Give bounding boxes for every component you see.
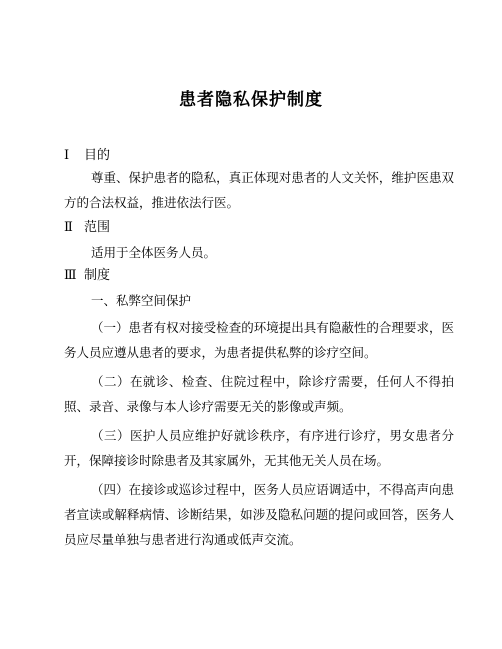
section-number: Ⅲ	[64, 268, 77, 283]
section-heading-purpose	[64, 146, 110, 166]
section-number: Ⅱ	[64, 220, 73, 235]
section-heading-policy	[64, 266, 110, 286]
section-heading-scope	[64, 218, 110, 238]
section-title: 目的	[84, 148, 111, 163]
paragraph-scope: 适用于全体医务人员。	[91, 245, 217, 260]
paragraph-policy-3: （三）医护人员应维护好就诊秩序，有序进行诊疗，男女患者分开，保障接诊时除患者及其家属外，无其他无关人员在场。	[64, 428, 454, 468]
section-title: 范围	[84, 220, 111, 235]
section-number: Ⅰ	[64, 148, 70, 163]
paragraph-policy-4: （四）在接诊或巡诊过程中，医务人员应语调适中，不得高声向患者宣读或解释病情、诊断结果，如涉及隐私问题的提问或回答，医务人员应尽量单独与患者进行沟通或低声交流。	[64, 482, 454, 547]
document-title: 患者隐私保护制度	[179, 90, 323, 110]
paragraph-purpose: 尊重、保护患者的隐私，真正体现对患者的人文关怀，维护医患双方的合法权益，推进依法行医。	[64, 170, 454, 210]
paragraph-policy-2: （二）在就诊、检查、住院过程中，除诊疗需要，任何人不得拍照、录音、录像与本人诊疗需要无关的影像或声频。	[64, 374, 454, 414]
paragraph-policy-1: （一）患者有权对接受检查的环境提出具有隐蔽性的合理要求，医务人员应遵从患者的要求，为患者提供私弊的诊疗空间。	[64, 320, 454, 360]
paragraph-subheading-private-space: 一、私弊空间保护	[91, 293, 192, 308]
section-title: 制度	[84, 268, 111, 283]
